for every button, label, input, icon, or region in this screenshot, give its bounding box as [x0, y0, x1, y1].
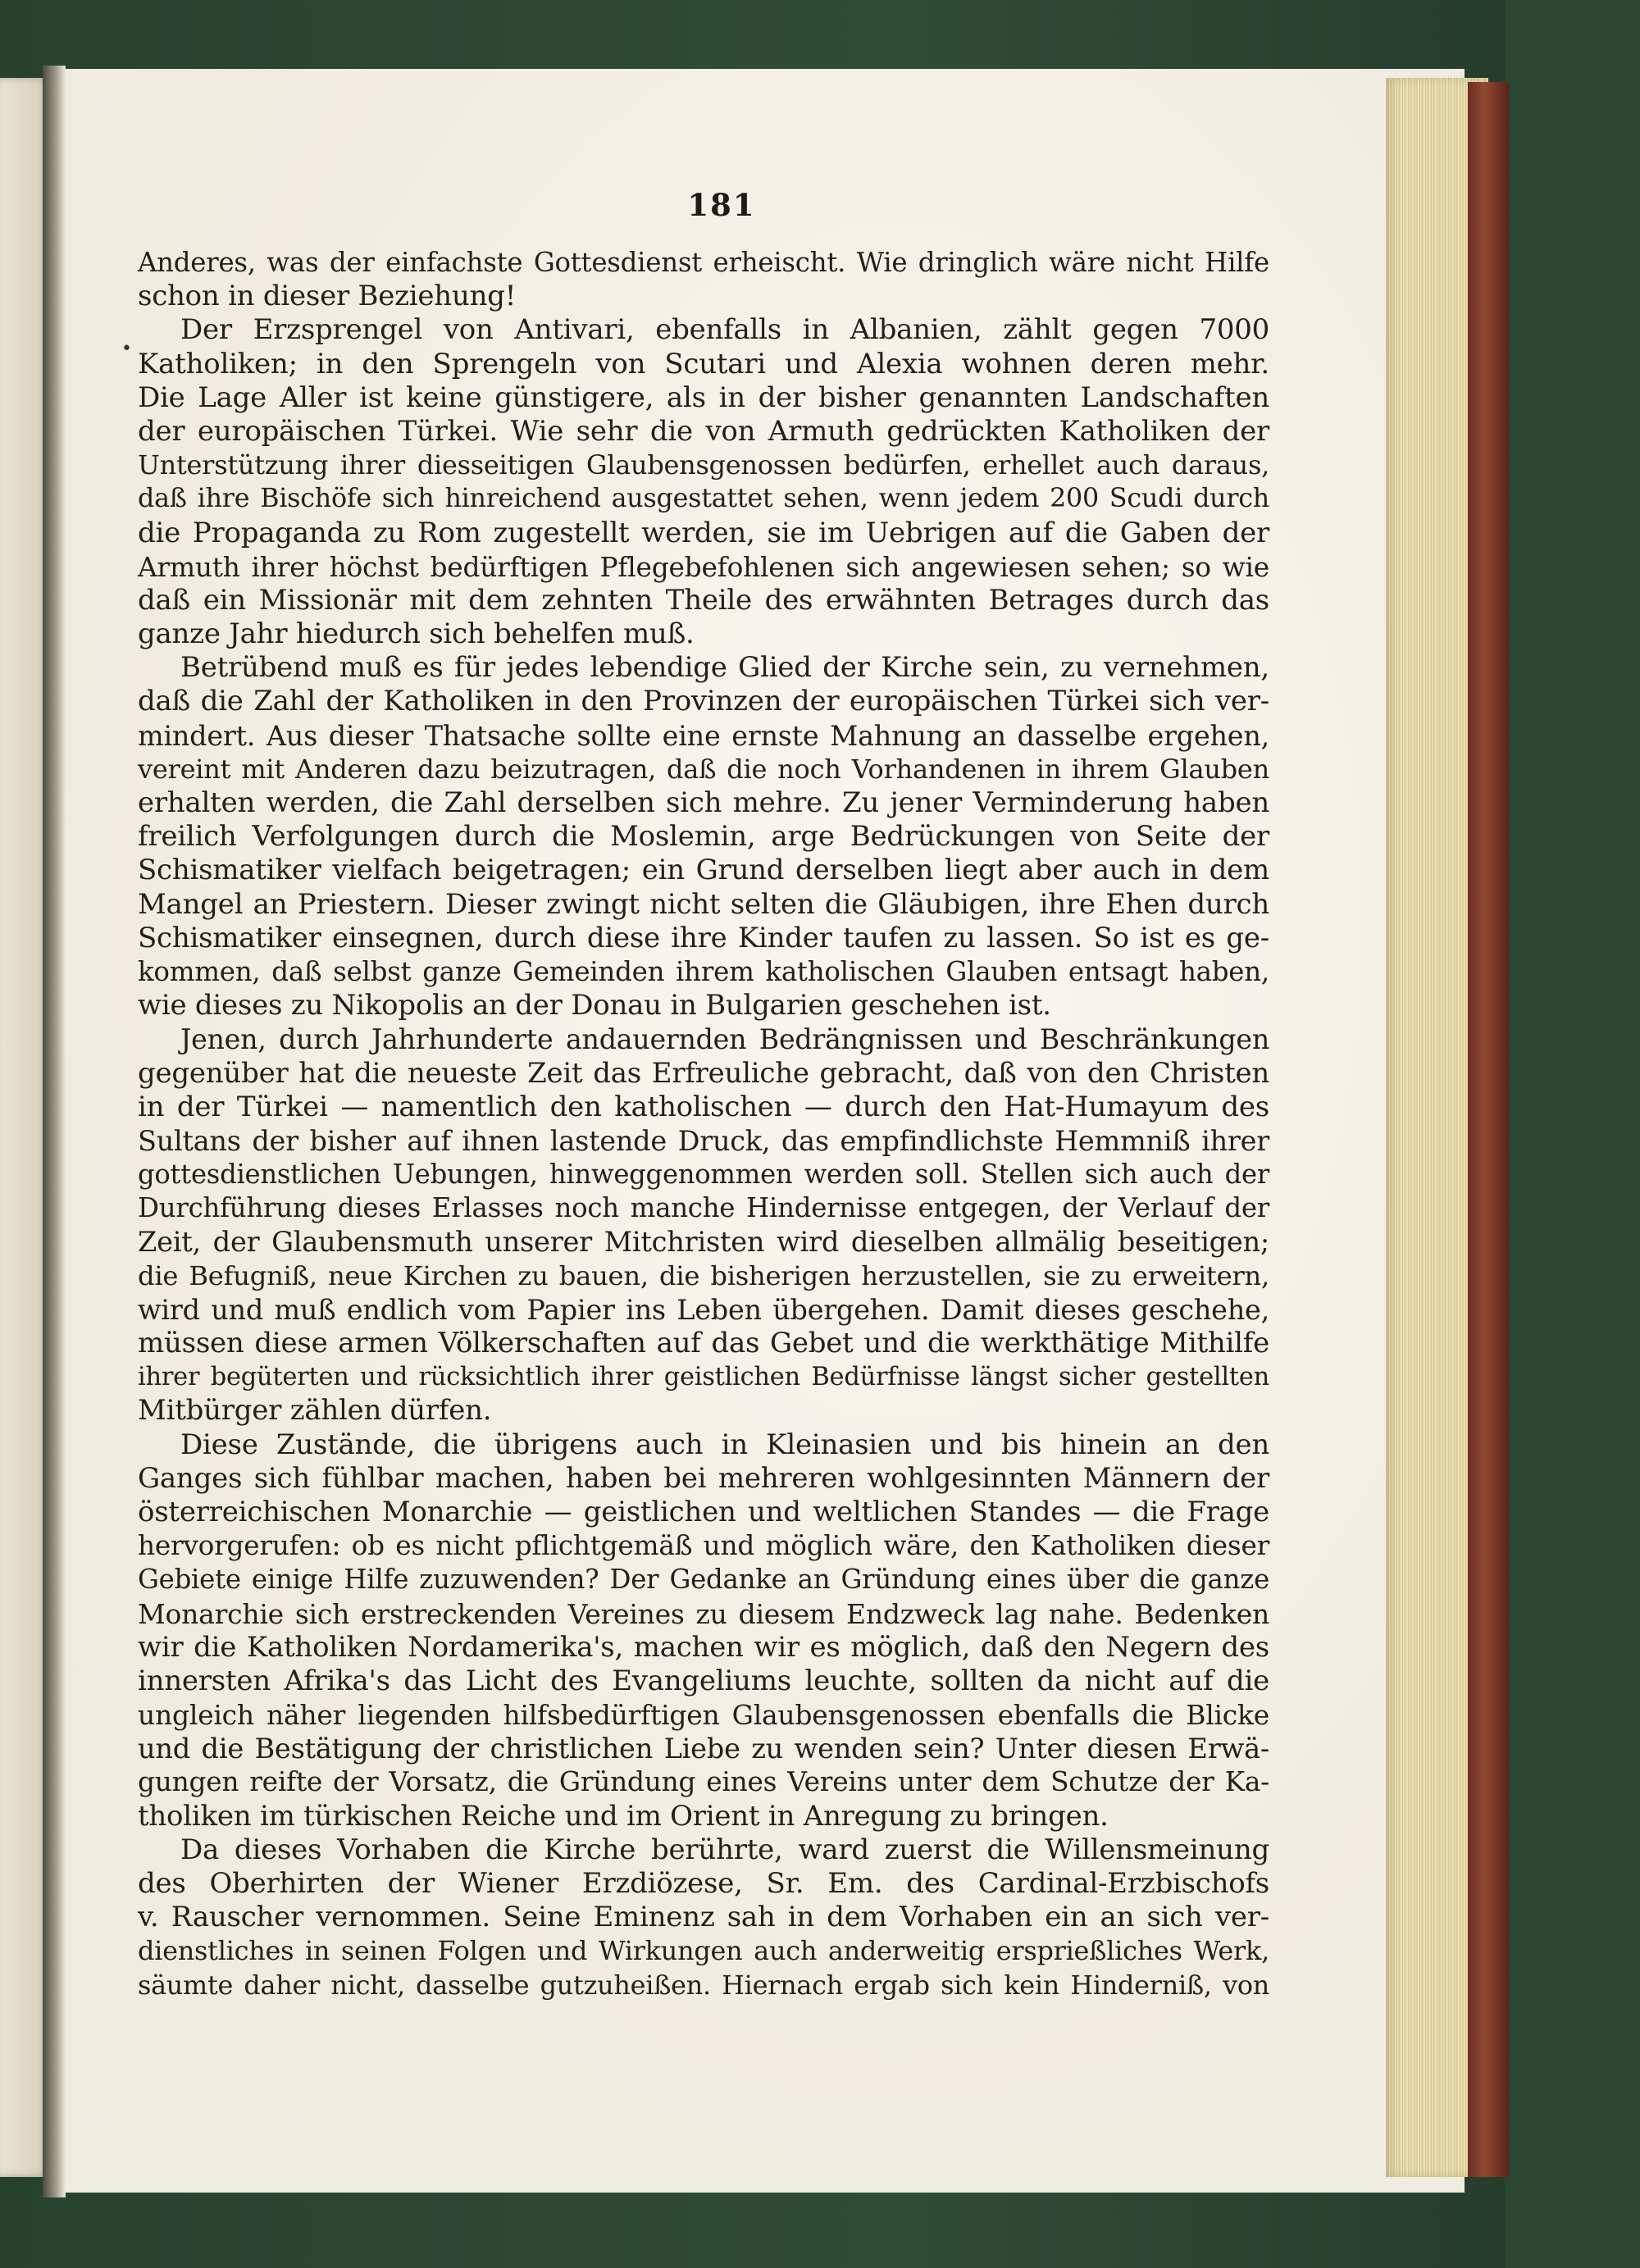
text-line: wird und muß endlich vom Papier ins Leben übergehen. Damit dieses geschehe, [138, 1293, 1269, 1326]
text-line: erhalten werden, die Zahl derselben sich mehre. Zu jener Verminderung haben [138, 786, 1269, 819]
text-line: Der Erzsprengel von Antivari, ebenfalls in Albanien, zählt gegen 7000 [180, 313, 1269, 347]
text-line: schon in dieser Beziehung! [138, 280, 517, 313]
text-line: Betrübend muß es für jedes lebendige Glied der Kirche sein, zu vernehmen, [180, 651, 1269, 685]
text-line: der europäischen Türkei. Wie sehr die von Armuth gedrückten Katholiken der [138, 414, 1269, 448]
text-line: v. Rauscher vernommen. Seine Eminenz sah in dem Vorhaben ein an sich ver- [138, 1901, 1269, 1934]
page-number: 181 [687, 187, 756, 223]
text-line: Diese Zustände, die übrigens auch in Kleinasien und bis hinein an den [180, 1428, 1269, 1461]
text-line: mindert. Aus dieser Thatsache sollte eine ernste Mahnung an dasselbe ergehen, [138, 719, 1269, 752]
text-line: daß die Zahl der Katholiken in den Provinzen der europäischen Türkei sich ver- [138, 685, 1269, 718]
text-line: ganze Jahr hiedurch sich behelfen muß. [138, 617, 695, 651]
text-line: Schismatiker einsegnen, durch diese ihre Kinder taufen zu lassen. So ist es ge- [138, 921, 1269, 954]
text-line: innersten Afrika's das Licht des Evangeliums leuchte, sollten da nicht auf die [138, 1664, 1269, 1697]
text-line: die Propaganda zu Rom zugestellt werden, sie im Uebrigen auf die Gaben der [138, 516, 1269, 549]
text-line: Die Lage Aller ist keine günstigere, als in der bisher genannten Landschaften [138, 380, 1269, 414]
text-line: dienstliches in seinen Folgen und Wirkungen auch anderweitig ersprießliches Werk, [138, 1935, 1269, 1967]
text-line: Ganges sich fühlbar machen, haben bei mehreren wohlgesinnten Männern der [138, 1461, 1269, 1495]
text-line: österreichischen Monarchie — geistlichen und weltlichen Standes — die Frage [138, 1495, 1269, 1528]
text-line: Jenen, durch Jahrhunderte andauernden Bedrängnissen und Beschränkungen [180, 1023, 1269, 1056]
text-line: freilich Verfolgungen durch die Moslemin, arge Bedrückungen von Seite der [138, 820, 1269, 854]
book-gutter [43, 66, 66, 2197]
left-page-edge [0, 78, 49, 2177]
text-line: müssen diese armen Völkerschaften auf das Gebet und die werkthätige Mithilfe [138, 1327, 1269, 1359]
text-line: Katholiken; in den Sprengeln von Scutari und Alexia wohnen deren mehr. [138, 347, 1269, 380]
text-line: Durchführung dieses Erlasses noch manche Hindernisse entgegen, der Verlauf der [138, 1192, 1269, 1224]
text-line: Armuth ihrer höchst bedürftigen Pflegebefohlenen sich angewiesen sehen; so wie [138, 550, 1269, 583]
text-line: Mangel an Priestern. Dieser zwingt nicht selten die Gläubigen, ihre Ehen durch [138, 887, 1269, 921]
text-line: in der Türkei — namentlich den katholischen — durch den Hat-Humayum des [138, 1090, 1269, 1123]
text-line: Monarchie sich erstreckenden Vereines zu diesem Endzweck lag nahe. Bedenken [138, 1597, 1269, 1630]
text-line: Sultans der bisher auf ihnen lastende Druck, das empfindlichste Hemmniß ihrer [138, 1124, 1269, 1157]
margin-mark: • [121, 339, 132, 359]
cover-edge [1468, 82, 1509, 2177]
text-line: ungleich näher liegenden hilfsbedürftigen Glaubensgenossen ebenfalls die Blicke [138, 1699, 1269, 1732]
text-line: tholiken im türkischen Reiche und im Orient in Anregung zu bringen. [138, 1799, 1109, 1833]
text-line: wir die Katholiken Nordamerika's, machen wir es möglich, daß den Negern des [138, 1630, 1269, 1664]
text-line: Da dieses Vorhaben die Kirche berührte, ward zuerst die Willensmeinung [180, 1833, 1269, 1866]
text-line: Zeit, der Glaubensmuth unserer Mitchristen wird dieselben allmälig beseitigen; [138, 1226, 1269, 1259]
text-line: ihrer begüterten und rücksichtlich ihrer geistlichen Bedürfnisse längst sicher gestellten [138, 1363, 1269, 1392]
text-line: vereint mit Anderen dazu beizutragen, daß die noch Vorhandenen in ihrem Glauben [138, 753, 1269, 785]
text-line: gungen reifte der Vorsatz, die Gründung eines Vereins unter dem Schutze der Ka- [138, 1766, 1269, 1798]
text-line: gegenüber hat die neueste Zeit das Erfreuliche gebracht, daß von den Christen [138, 1056, 1269, 1090]
text-line: des Oberhirten der Wiener Erzdiözese, Sr. Em. des Cardinal-Erzbischofs [138, 1867, 1269, 1900]
text-line: säumte daher nicht, dasselbe gutzuheißen. Hiernach ergab sich kein Hinderniß, von [138, 1969, 1269, 2001]
text-line: wie dieses zu Nikopolis an der Donau in Bulgarien geschehen ist. [138, 989, 1051, 1022]
text-line: daß ein Missionär mit dem zehnten Theile des erwähnten Betrages durch das [138, 583, 1269, 617]
text-line: Gebiete einige Hilfe zuzuwenden? Der Gedanke an Gründung eines über die ganze [138, 1564, 1269, 1596]
text-line: daß ihre Bischöfe sich hinreichend ausgestattet sehen, wenn jedem 200 Scudi durch [138, 484, 1269, 514]
text-line: gottesdienstlichen Uebungen, hinweggenommen werden soll. Stellen sich auch der [138, 1159, 1269, 1191]
page-text-block [138, 246, 1269, 2002]
text-line: und die Bestätigung der christlichen Liebe zu wenden sein? Unter diesen Erwä- [138, 1733, 1269, 1765]
text-line: Schismatiker vielfach beigetragen; ein Grund derselben liegt aber auch in dem [138, 854, 1269, 887]
text-line: Unterstützung ihrer diesseitigen Glaubensgenossen bedürfen, erhellet auch daraus, [138, 449, 1269, 481]
text-line: die Befugniß, neue Kirchen zu bauen, die bisherigen herzustellen, sie zu erweitern, [138, 1259, 1269, 1291]
text-line: Anderes, was der einfachste Gottesdienst erheischt. Wie dringlich wäre nicht Hilfe [138, 247, 1269, 278]
text-line: hervorgerufen: ob es nicht pflichtgemäß und möglich wäre, den Katholiken dieser [138, 1530, 1269, 1562]
text-line: Mitbürger zählen dürfen. [138, 1394, 492, 1428]
text-line: kommen, daß selbst ganze Gemeinden ihrem katholischen Glauben entsagt haben, [138, 955, 1269, 987]
